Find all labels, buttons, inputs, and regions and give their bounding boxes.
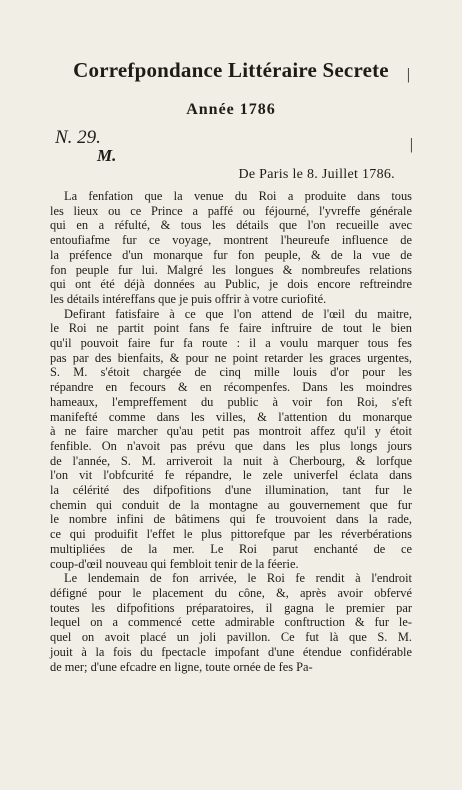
text-line: chemin qui conduit de la montagne au gouvernement que fur bbox=[50, 497, 412, 512]
text-line: qu'il pouvoit faire fur fa route : il a voulu marquer tous fes bbox=[50, 336, 412, 351]
text-line: qui en a réfulté, & tous les détails que l'on recueille avec bbox=[50, 218, 412, 233]
paragraph bbox=[50, 571, 412, 674]
text-line: Defirant fatisfaire à ce que l'on attend de l'œil du maitre, bbox=[64, 306, 412, 321]
margin-mark: | bbox=[406, 66, 410, 83]
paragraph bbox=[50, 189, 412, 307]
text-line: de l'année, S. M. arriveroit la nuit à Cherbourg, & lorfque bbox=[50, 453, 412, 468]
margin-mark: | bbox=[409, 136, 413, 153]
text-line: défigné pour le placement du cône, &, après avoir obfervé bbox=[50, 585, 412, 600]
text-line: les lieux ou ce Prince a paffé ou féjourné, l'yvreffe générale bbox=[50, 203, 412, 218]
text-line: pas par des bienfaits, & pour ne point retarder les graces urgentes, bbox=[50, 350, 412, 365]
text-line: les détails intéreffans que je puis offrir à votre curiofité. bbox=[50, 291, 327, 306]
text-line: multipliées de la mer. Le Roi parut enchanté de ce bbox=[50, 541, 412, 556]
text-line: La fenfation que la venue du Roi a produite dans tous bbox=[64, 189, 412, 203]
text-line: manifefté comme dans les villes, & l'attention du monarque bbox=[50, 409, 412, 424]
text-line: S. M. s'étoit chargée de cinq mille louis d'or pour les bbox=[50, 365, 412, 380]
text-line: fon peuple fur lui. Malgré les longues & nombreufes relations bbox=[50, 262, 412, 277]
document-title: Correfpondance Littéraire Secrete bbox=[73, 58, 389, 82]
body-text bbox=[50, 189, 412, 674]
paragraph bbox=[50, 307, 412, 572]
text-line: fenfible. On n'avoit pas prévu que dans les plus longs jours bbox=[50, 438, 412, 453]
text-line: jouit à la fois du fpectacle impofant d'une étendue confidérable bbox=[50, 644, 412, 659]
text-line: quel on avoit placé un joli pavillon. Ce fut là que S. M. bbox=[50, 630, 412, 645]
text-line: le Roi ne partit point fans fe faire inftruire de tout le bien bbox=[50, 321, 412, 336]
text-line: lequel on a commencé cette admirable conftruction & fur le- bbox=[50, 615, 412, 630]
text-line: répandre en fecours & en récompenfes. Dans les moindres bbox=[50, 380, 412, 395]
text-line: le nombre infini de bâtimens qui fe trouvoient dans la rade, bbox=[50, 512, 412, 527]
text-line: ce qui produifit l'effet le plus pittorefque par les réverbérations bbox=[50, 527, 412, 542]
text-line: toutes les difpofitions préparatoires, il gagna le premier par bbox=[50, 600, 412, 615]
salutation: M. bbox=[97, 146, 117, 165]
issue-number: N. 29. bbox=[55, 127, 101, 148]
text-line: l'on vit l'obfcurité fe répandre, le zele univerfel éclata dans bbox=[50, 468, 412, 483]
text-line: la préfence d'un monarque fur fon peuple, & de la vue de bbox=[50, 247, 412, 262]
year-heading: Année 1786 bbox=[186, 101, 276, 118]
text-line: coup-d'œil nouveau qui fembloit tenir de la féerie. bbox=[50, 556, 299, 571]
text-line: la célérité des difpofitions d'une illumination, tant fur le bbox=[50, 483, 412, 498]
text-line: de mer; d'une efcadre en ligne, toute ornée de fes Pa- bbox=[50, 659, 313, 674]
text-line: qui ont été déjà données au Public, je dois encore reftreindre bbox=[50, 277, 412, 292]
text-line: Le lendemain de fon arrivée, le Roi fe rendit à l'endroit bbox=[64, 571, 412, 586]
text-line: à ne faire marcher qu'au petit pas montroit affez qu'il y étoit bbox=[50, 424, 412, 439]
text-line: hameaux, l'empreffement du public à voir fon Roi, s'eft bbox=[50, 394, 412, 409]
text-line: entoufiafme fur ce voyage, montrent l'heureufe influence de bbox=[50, 233, 412, 248]
dateline: De Paris le 8. Juillet 1786. bbox=[238, 167, 395, 182]
